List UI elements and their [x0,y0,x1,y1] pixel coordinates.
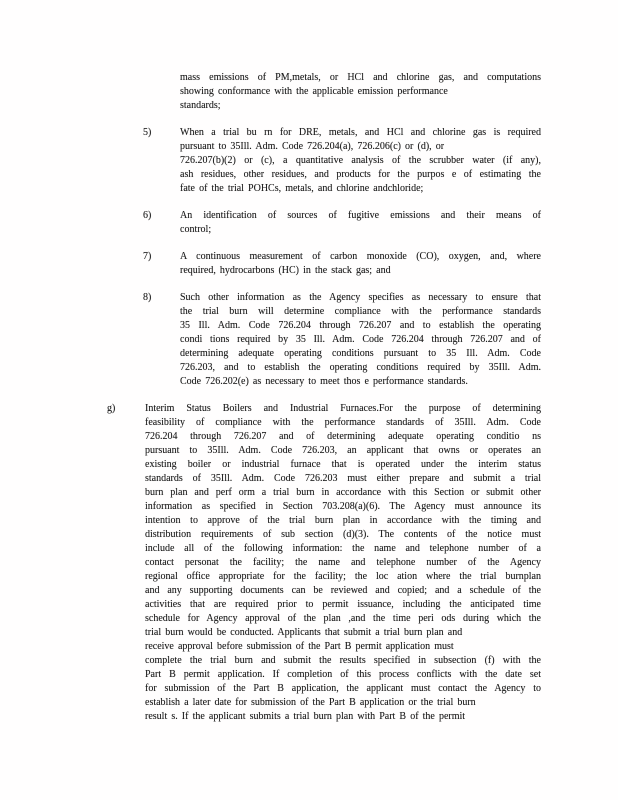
text-line: 726.207(b)(2) or (c), a quantitative analysis of the scrubber water (if any), [180,155,541,166]
text-line: the trial burn will determine compliance with the performance standards [180,306,541,317]
text-line: 35 Ill. Adm. Code 726.204 through 726.207 and to establish the operating [180,320,541,331]
text-line: Code 726.202(e) as necessary to meet thos e performance standards. [180,376,468,387]
paragraph-item-6 [107,209,541,237]
text-line: mass emissions of PM,metals, or HCl and chlorine gas, and computations [180,72,541,83]
text-line: pursuant to 35Ill. Adm. Code 726.204(a), 726.206(c) or (d), or [180,141,445,152]
text-line: 726.203, and to establish the operating conditions required by 35Ill. Adm. [180,362,541,373]
paragraph-body [180,291,541,389]
paragraph-item-5 [107,126,541,196]
text-line: An identification of sources of fugitive emissions and their means of [180,210,541,221]
text-line: fate of the trial POHCs, metals, and chlorine andchloride; [180,183,424,194]
text-line: distribution requirements of sub section (d)(3). The contents of the notice must [145,529,541,540]
text-line: regional office appropriate for the facility; the loc ation where the trial burnplan [145,571,541,582]
text-line: feasibility of compliance with the performance standards of 35Ill. Adm. Code [145,417,541,428]
text-line: schedule for Agency approval of the plan ,and the time peri ods during which the [145,613,541,624]
item-label: 8) [143,292,152,303]
item-label: 7) [143,251,152,262]
text-line: required, hydrocarbons (HC) in the stack gas; and [180,265,391,276]
text-line: ash residues, other residues, and products for the purpos e of estimating the [180,169,541,180]
text-line: activities that are required prior to permit issuance, including the anticipated time [145,599,541,610]
text-line: Such other information as the Agency specifies as necessary to ensure that [180,292,541,303]
paragraph-body [180,71,541,113]
text-line: Part B permit application. If completion of this process conflicts with the date set [145,669,541,680]
text-line: When a trial bu rn for DRE, metals, and HCl and chlorine gas is required [180,127,541,138]
text-line: showing conformance with the applicable emission performance [180,86,448,97]
text-line: complete the trial burn and submit the results specified in subsection (f) with the [145,655,541,666]
text-line: include all of the following information: the name and telephone number of a [145,543,541,554]
text-line: for submission of the Part B application, the applicant must contact the Agency to [145,683,541,694]
paragraph-item-8 [107,291,541,389]
item-label: g) [107,403,116,414]
paragraph-item-g [107,402,541,724]
text-line: trial burn would be conducted. Applicants that submit a trial burn plan and [145,627,463,638]
text-line: standards; [180,100,221,111]
text-line: result s. If the applicant submits a trial burn plan with Part B of the permit [145,711,466,722]
text-line: determining adequate operating conditions pursuant to 35 Ill. Adm. Code [180,348,541,359]
text-line: condi tions required by 35 Ill. Adm. Code 726.204 through 726.207 and of [180,334,541,345]
paragraph-continuation [107,71,541,113]
text-line: Interim Status Boilers and Industrial Furnaces.For the purpose of determining [145,403,541,414]
paragraph-body [145,402,541,724]
item-label: 6) [143,210,152,221]
item-label: 5) [143,127,152,138]
text-line: contact personat the facility; the name and telephone number of the Agency [145,557,541,568]
paragraph-body [180,250,541,278]
text-line: pursuant to 35Ill. Adm. Code 726.203, an applicant that owns or operates an [145,445,541,456]
document-content [107,71,541,737]
text-line: burn plan and perf orm a trial burn in accordance with this Section or submit other [145,487,541,498]
text-line: standards of 35Ill. Adm. Code 726.203 must either prepare and submit a trial [145,473,541,484]
paragraph-body [180,126,541,196]
text-line: A continuous measurement of carbon monoxide (CO), oxygen, and, where [180,251,541,262]
paragraph-item-7 [107,250,541,278]
text-line: and any supporting documents can be reviewed and copied; and a schedule of the [145,585,541,596]
text-line: existing boiler or industrial furnace that is operated under the interim status [145,459,541,470]
text-line: 726.204 through 726.207 and of determining adequate operating conditio ns [145,431,541,442]
text-line: intention to approve of the trial burn plan in accordance with the timing and [145,515,541,526]
text-line: control; [180,224,212,235]
text-line: information as specified in Section 703.208(a)(6). The Agency must announce its [145,501,541,512]
paragraph-body [180,209,541,237]
text-line: receive approval before submission of the Part B permit application must [145,641,454,652]
text-line: establish a later date for submission of the Part B application or the trial burn [145,697,476,708]
